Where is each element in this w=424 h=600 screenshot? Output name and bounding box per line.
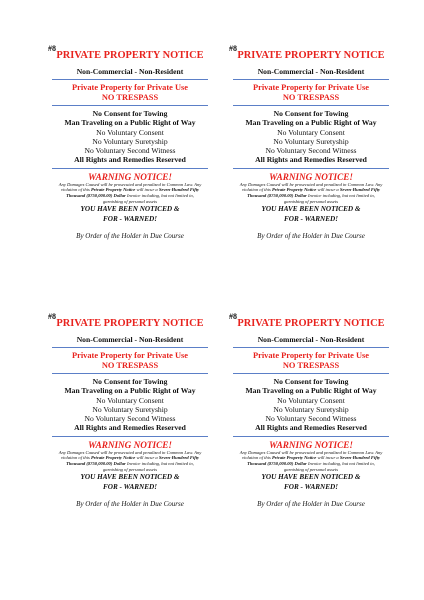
penalty-fine-print: Any Damages Caused will be prosecuted and penalized in Common Law. Any violation of this Private Property Notice will incur a Seven-Hundred Fifty Thousand ($750,000.00) Dollar Invoice including, but not limited to, garnishing of personal assets <box>58 181 202 204</box>
no-consent-line: No Voluntary Consent <box>277 395 345 405</box>
no-trespass-line: NO TRESPASS <box>101 360 159 370</box>
divider <box>233 168 389 169</box>
no-consent-line: No Voluntary Consent <box>96 395 164 405</box>
no-consent-line: No Voluntary Consent <box>96 127 164 137</box>
order-line: By Order of the Holder in Due Course <box>76 232 184 241</box>
noticed-line-2: FOR - WARNED! <box>102 215 158 224</box>
notice-subtitle: Non-Commercial - Non-Resident <box>257 335 365 344</box>
no-trespass-line: NO TRESPASS <box>101 92 159 102</box>
no-suretyship-line: No Voluntary Suretyship <box>273 404 349 414</box>
penalty-fine-print: Any Damages Caused will be prosecuted and penalized in Common Law. Any violation of this Private Property Notice will incur a Seven-Hundred Fifty Thousand ($750,000.00) Dollar Invoice including, but not limited to, garnishing of personal assets <box>239 181 383 204</box>
rights-reserved-line: All Rights and Remedies Reserved <box>74 423 186 433</box>
order-line: By Order of the Holder in Due Course <box>257 500 365 509</box>
no-suretyship-line: No Voluntary Suretyship <box>273 136 349 146</box>
notice-title: PRIVATE PROPERTY NOTICE <box>56 50 204 61</box>
consent-towing-line: No Consent for Towing <box>92 109 168 118</box>
man-traveling-line: Man Traveling on a Public Right of Way <box>245 386 377 396</box>
divider <box>52 347 208 348</box>
notice-subtitle: Non-Commercial - Non-Resident <box>257 67 365 76</box>
noticed-line-1: YOU HAVE BEEN NOTICED & <box>261 473 361 482</box>
warning-heading: WARNING NOTICE! <box>269 439 353 450</box>
notice-title: PRIVATE PROPERTY NOTICE <box>56 318 204 329</box>
notice-card-top-right <box>229 44 389 241</box>
noticed-line-1: YOU HAVE BEEN NOTICED & <box>80 473 180 482</box>
order-line: By Order of the Holder in Due Course <box>257 232 365 241</box>
divider <box>233 79 389 80</box>
man-traveling-line: Man Traveling on a Public Right of Way <box>64 386 196 396</box>
rights-reserved-line: All Rights and Remedies Reserved <box>255 155 367 165</box>
no-suretyship-line: No Voluntary Suretyship <box>92 136 168 146</box>
divider <box>52 105 208 106</box>
penalty-fine-print: Any Damages Caused will be prosecuted and penalized in Common Law. Any violation of this Private Property Notice will incur a Seven-Hundred Fifty Thousand ($750,000.00) Dollar Invoice including, but not limited to, garnishing of personal assets <box>239 449 383 472</box>
warning-heading: WARNING NOTICE! <box>88 171 172 182</box>
divider <box>52 79 208 80</box>
consent-towing-line: No Consent for Towing <box>92 377 168 386</box>
order-line: By Order of the Holder in Due Course <box>76 500 184 509</box>
man-traveling-line: Man Traveling on a Public Right of Way <box>245 118 377 128</box>
noticed-line-2: FOR - WARNED! <box>283 215 339 224</box>
no-trespass-line: NO TRESPASS <box>282 360 340 370</box>
noticed-line-2: FOR - WARNED! <box>283 483 339 492</box>
private-use-line: Private Property for Private Use <box>72 351 188 360</box>
no-trespass-line: NO TRESPASS <box>282 92 340 102</box>
notice-subtitle: Non-Commercial - Non-Resident <box>76 335 184 344</box>
private-use-line: Private Property for Private Use <box>253 351 369 360</box>
consent-towing-line: No Consent for Towing <box>273 377 349 386</box>
notice-card-bottom-right <box>229 312 389 509</box>
divider <box>52 436 208 437</box>
divider <box>233 373 389 374</box>
notice-number: #8 <box>48 44 56 53</box>
warning-heading: WARNING NOTICE! <box>269 171 353 182</box>
rights-reserved-line: All Rights and Remedies Reserved <box>255 423 367 433</box>
notice-subtitle: Non-Commercial - Non-Resident <box>76 67 184 76</box>
penalty-fine-print: Any Damages Caused will be prosecuted and penalized in Common Law. Any violation of this Private Property Notice will incur a Seven-Hundred Fifty Thousand ($750,000.00) Dollar Invoice including, but not limited to, garnishing of personal assets <box>58 449 202 472</box>
noticed-line-1: YOU HAVE BEEN NOTICED & <box>80 205 180 214</box>
no-suretyship-line: No Voluntary Suretyship <box>92 404 168 414</box>
no-witness-line: No Voluntary Second Witness <box>265 414 357 424</box>
notice-number: #8 <box>229 312 237 321</box>
notice-number: #8 <box>229 44 237 53</box>
no-consent-line: No Voluntary Consent <box>277 127 345 137</box>
private-use-line: Private Property for Private Use <box>253 83 369 92</box>
consent-towing-line: No Consent for Towing <box>273 109 349 118</box>
notice-title: PRIVATE PROPERTY NOTICE <box>237 50 385 61</box>
rights-reserved-line: All Rights and Remedies Reserved <box>74 155 186 165</box>
man-traveling-line: Man Traveling on a Public Right of Way <box>64 118 196 128</box>
noticed-line-2: FOR - WARNED! <box>102 483 158 492</box>
notice-card-bottom-left <box>48 312 208 509</box>
no-witness-line: No Voluntary Second Witness <box>84 146 176 156</box>
divider <box>233 105 389 106</box>
noticed-line-1: YOU HAVE BEEN NOTICED & <box>261 205 361 214</box>
divider <box>52 168 208 169</box>
divider <box>233 347 389 348</box>
notice-title: PRIVATE PROPERTY NOTICE <box>237 318 385 329</box>
notice-card-top-left <box>48 44 208 241</box>
warning-heading: WARNING NOTICE! <box>88 439 172 450</box>
no-witness-line: No Voluntary Second Witness <box>84 414 176 424</box>
divider <box>52 373 208 374</box>
divider <box>233 436 389 437</box>
private-use-line: Private Property for Private Use <box>72 83 188 92</box>
no-witness-line: No Voluntary Second Witness <box>265 146 357 156</box>
notice-number: #8 <box>48 312 56 321</box>
